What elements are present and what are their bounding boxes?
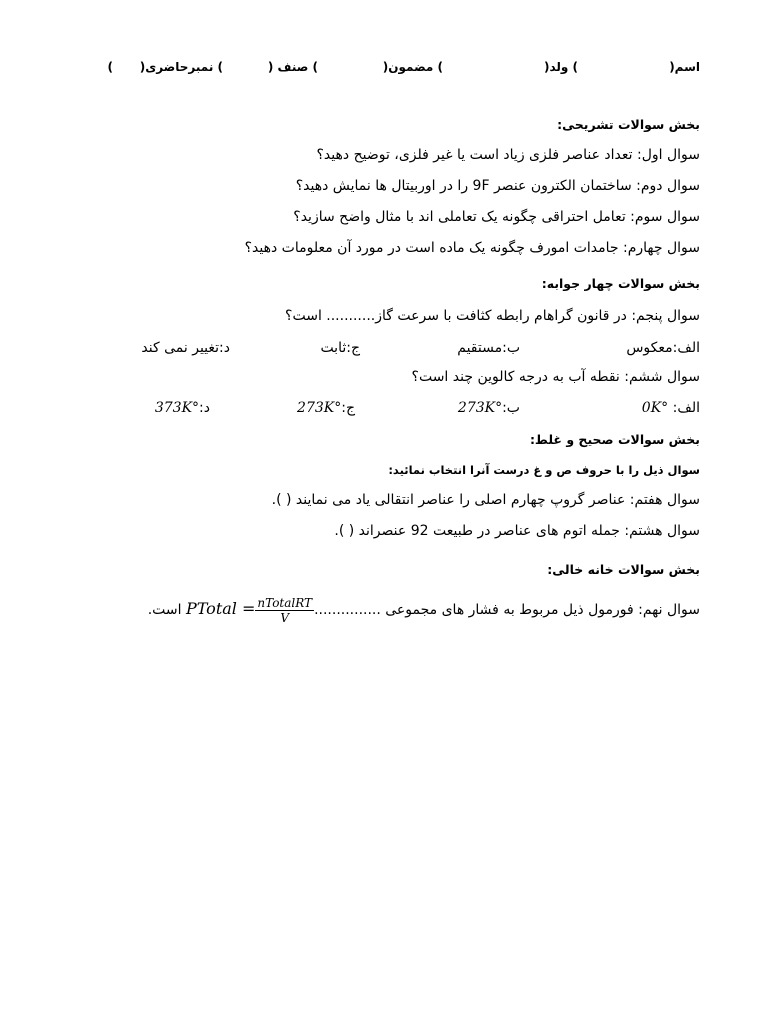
q5-option-d: د:تغییر نمی کند	[141, 340, 230, 356]
section-true-false-heading: بخش سوالات صحیح و غلط:	[529, 432, 700, 447]
name-field-label: اسم(	[669, 60, 700, 74]
question-9	[60, 593, 700, 626]
q6-option-b-value: 273K°	[457, 400, 503, 416]
question-6: سوال ششم: نقطه آب به درجه کالوین چند است؟	[411, 369, 700, 385]
q5-option-c: ج:ثابت	[320, 340, 360, 356]
section-multiple-choice-heading: بخش سوالات چهار جوابه:	[541, 276, 700, 291]
section-fill-blank-heading: بخش سوالات خانه خالی:	[547, 562, 700, 577]
class-field-label: ) صنف (	[267, 60, 318, 74]
q6-option-b	[458, 400, 520, 416]
true-false-instruction: سوال ذیل را با حروف ص و غ درست آنرا انتخاب نمائید:	[388, 463, 700, 477]
question-9-text: سوال نهم: فورمول ذیل مربوط به فشار های مجموعی ...............	[314, 602, 700, 618]
header-end-paren: )	[107, 60, 113, 74]
question-2: سوال دوم: ساختمان الکترون عنصر 9F را در اوربیتال ها نمایش دهید؟	[295, 178, 700, 194]
q6-option-a-value: 0K°	[641, 400, 669, 416]
q5-option-b: ب:مستقیم	[457, 340, 520, 356]
q6-option-b-prefix: ب:	[502, 400, 520, 416]
question-6-options	[60, 400, 700, 422]
q6-option-d-prefix: د:	[199, 400, 210, 416]
attendance-field-label: ) نمبرحاضری(	[139, 60, 223, 74]
question-9-end: است.	[147, 602, 182, 618]
question-8: سوال هشتم: جمله اتوم های عناصر در طبیعت 92 عنصراند ( ).	[334, 523, 700, 539]
question-5-options	[60, 340, 700, 362]
q5-option-a: الف:معکوس	[626, 340, 700, 356]
formula-numerator: nTotalRT	[257, 595, 313, 610]
q6-option-c-value: 273K°	[297, 400, 342, 416]
formula-lhs: PTotal =	[185, 599, 256, 618]
father-field-label: ) ولد(	[543, 60, 578, 74]
q6-option-c	[297, 400, 355, 416]
q6-option-c-prefix: ج:	[341, 400, 355, 416]
section-descriptive-heading: بخش سوالات تشریحی:	[557, 117, 700, 132]
question-7: سوال هفتم: عناصر گروپ چهارم اصلی را عناصر انتقالی یاد می نمایند ( ).	[271, 492, 700, 508]
question-1: سوال اول: تعداد عناصر فلزی زیاد است یا غیر فلزی، توضیح دهید؟	[316, 147, 700, 163]
q6-option-a	[642, 400, 700, 416]
q6-option-d	[155, 400, 210, 416]
question-4: سوال چهارم: جامدات امورف چگونه یک ماده است در مورد آن معلومات دهید؟	[244, 240, 700, 256]
question-3: سوال سوم: تعامل احتراقی چگونه یک تعاملی اند با مثال واضح سازید؟	[293, 209, 700, 225]
subject-field-label: ) مضمون(	[382, 60, 443, 74]
formula-denominator: V	[280, 610, 290, 625]
q6-option-d-value: 373K°	[154, 400, 200, 416]
formula-fraction	[255, 596, 314, 625]
q6-option-a-prefix: الف:	[668, 400, 700, 416]
question-5: سوال پنجم: در قانون گراهام رابطه کثافت با سرعت گاز........... است؟	[285, 308, 700, 324]
